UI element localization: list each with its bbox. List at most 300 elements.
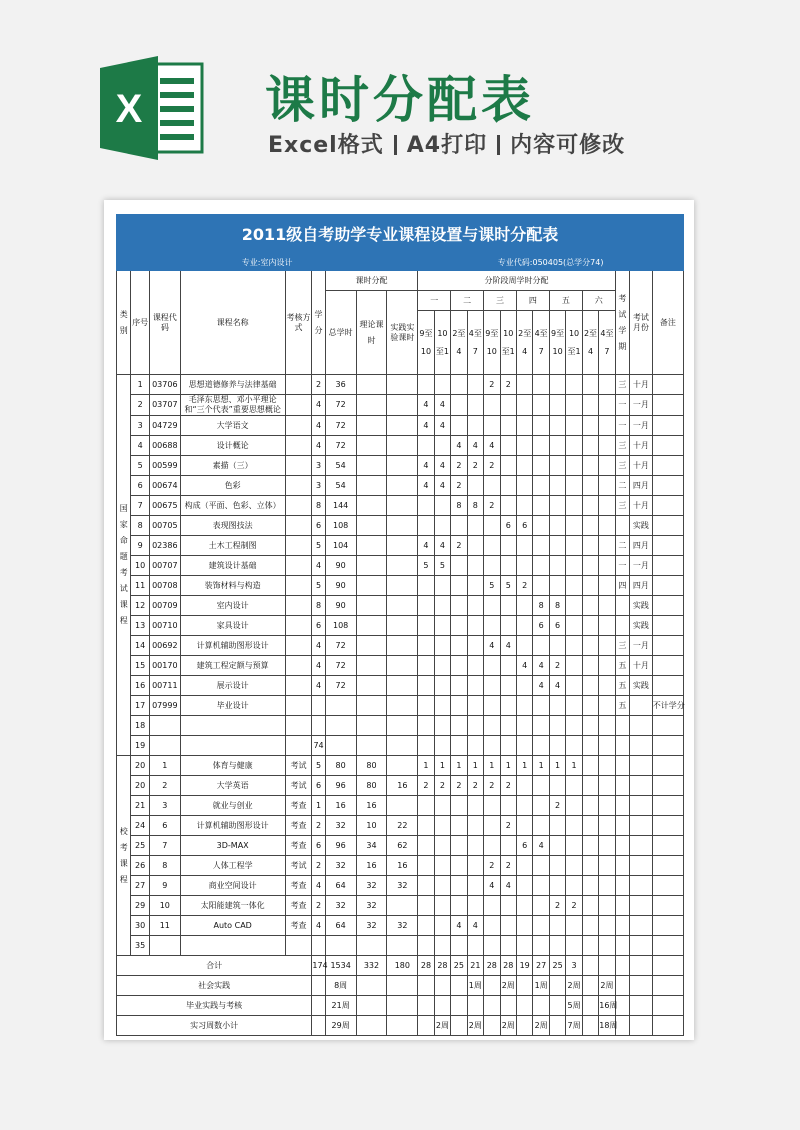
cell-week-9 bbox=[549, 436, 565, 456]
header-week: 10至1 bbox=[500, 311, 516, 375]
cell-exam-month: 十月 bbox=[630, 656, 653, 676]
cell-total-hours: 54 bbox=[325, 476, 356, 496]
cell-week-4 bbox=[467, 876, 483, 896]
cell-exam-month: 十月 bbox=[630, 375, 653, 395]
cell-week-9 bbox=[549, 856, 565, 876]
cell-course-code: 03707 bbox=[149, 395, 180, 416]
blank-cell bbox=[630, 1016, 653, 1036]
cell-course-name: 大学英语 bbox=[180, 776, 285, 796]
cell-week-7 bbox=[516, 416, 532, 436]
cell-credit: 5 bbox=[312, 756, 325, 776]
cell-week-8: 4 bbox=[533, 676, 549, 696]
cell-week-11 bbox=[582, 756, 598, 776]
total-label: 合计 bbox=[117, 956, 312, 976]
social-term-1 bbox=[434, 976, 450, 996]
cell-assess: 考查 bbox=[285, 876, 312, 896]
cell-exam-month: 四月 bbox=[630, 476, 653, 496]
header-week: 2至4 bbox=[516, 311, 532, 375]
excel-logo-icon bbox=[100, 56, 208, 160]
cell-week-5: 2 bbox=[484, 776, 500, 796]
cell-exam-month: 一月 bbox=[630, 636, 653, 656]
category-label: 校考课程 bbox=[117, 756, 131, 956]
cell-course-code: 7 bbox=[149, 836, 180, 856]
cell-seq: 9 bbox=[131, 536, 150, 556]
cell-theory-hours: 32 bbox=[356, 876, 387, 896]
cell-week-3 bbox=[451, 716, 467, 736]
cell-week-8 bbox=[533, 696, 549, 716]
cell-theory-hours bbox=[356, 656, 387, 676]
cell-exam-term: 二 bbox=[615, 476, 629, 496]
cell-total-hours bbox=[325, 936, 356, 956]
header-course-name: 课程名称 bbox=[180, 271, 285, 375]
cell-seq: 10 bbox=[131, 556, 150, 576]
cell-credit: 4 bbox=[312, 416, 325, 436]
cell-week-11 bbox=[582, 616, 598, 636]
cell-practice-hours bbox=[387, 436, 418, 456]
table-row bbox=[117, 896, 684, 916]
cell-assess bbox=[285, 676, 312, 696]
cell-week-1 bbox=[418, 656, 434, 676]
cell-week-3 bbox=[451, 816, 467, 836]
cell-week-8 bbox=[533, 496, 549, 516]
cell-week-6 bbox=[500, 536, 516, 556]
cell-week-8: 8 bbox=[533, 596, 549, 616]
cell-practice-hours bbox=[387, 416, 418, 436]
cell-course-name: 商业空间设计 bbox=[180, 876, 285, 896]
cell-course-name: 构成（平面、色彩、立体） bbox=[180, 496, 285, 516]
cell-week-4 bbox=[467, 896, 483, 916]
cell-week-5: 5 bbox=[484, 576, 500, 596]
blank-cell bbox=[516, 1016, 532, 1036]
cell-seq: 6 bbox=[131, 476, 150, 496]
cell-remark bbox=[652, 936, 683, 956]
cell-week-10 bbox=[566, 836, 582, 856]
cell-week-9 bbox=[549, 776, 565, 796]
cell-assess bbox=[285, 395, 312, 416]
cell-week-8 bbox=[533, 856, 549, 876]
cell-assess bbox=[285, 576, 312, 596]
cell-week-8 bbox=[533, 576, 549, 596]
cell-week-2 bbox=[434, 616, 450, 636]
cell-week-4 bbox=[467, 596, 483, 616]
cell-seq: 35 bbox=[131, 936, 150, 956]
cell-week-2 bbox=[434, 736, 450, 756]
cell-practice-hours bbox=[387, 736, 418, 756]
cell-week-8 bbox=[533, 916, 549, 936]
cell-credit: 1 bbox=[312, 796, 325, 816]
category-label: 国家命题考试课程 bbox=[117, 375, 131, 756]
cell-week-4 bbox=[467, 716, 483, 736]
cell-week-6 bbox=[500, 736, 516, 756]
cell-exam-term: 一 bbox=[615, 556, 629, 576]
cell-course-name: 太阳能建筑一体化 bbox=[180, 896, 285, 916]
cell-week-6: 2 bbox=[500, 776, 516, 796]
header-week: 9至10 bbox=[484, 311, 500, 375]
cell-exam-term: 三 bbox=[615, 456, 629, 476]
total-cell: 28 bbox=[500, 956, 516, 976]
cell-practice-hours bbox=[387, 896, 418, 916]
cell-week-8 bbox=[533, 476, 549, 496]
cell-remark bbox=[652, 656, 683, 676]
cell-practice-hours bbox=[387, 536, 418, 556]
cell-course-name: 表现图技法 bbox=[180, 516, 285, 536]
cell-week-6 bbox=[500, 936, 516, 956]
cell-week-9: 1 bbox=[549, 756, 565, 776]
cell-remark bbox=[652, 836, 683, 856]
cell-week-6 bbox=[500, 896, 516, 916]
cell-week-3 bbox=[451, 616, 467, 636]
cell-week-8 bbox=[533, 536, 549, 556]
cell-week-8 bbox=[533, 796, 549, 816]
header-exam-month: 考试月份 bbox=[630, 271, 653, 375]
cell-week-7 bbox=[516, 636, 532, 656]
cell-remark bbox=[652, 516, 683, 536]
cell-credit: 2 bbox=[312, 816, 325, 836]
cell-week-4 bbox=[467, 536, 483, 556]
cell-week-11 bbox=[582, 856, 598, 876]
cell-week-6 bbox=[500, 476, 516, 496]
cell-total-hours: 16 bbox=[325, 796, 356, 816]
cell-week-11 bbox=[582, 876, 598, 896]
blank-cell bbox=[418, 1016, 434, 1036]
cell-theory-hours: 16 bbox=[356, 796, 387, 816]
cell-week-12 bbox=[599, 516, 615, 536]
cell-week-12 bbox=[599, 656, 615, 676]
cell-week-10 bbox=[566, 736, 582, 756]
cell-week-1 bbox=[418, 576, 434, 596]
cell-credit: 3 bbox=[312, 476, 325, 496]
intern-term-3: 2周 bbox=[500, 1016, 516, 1036]
blank-cell bbox=[356, 996, 387, 1016]
cell-week-3: 2 bbox=[451, 776, 467, 796]
cell-practice-hours bbox=[387, 556, 418, 576]
total-cell: 174 bbox=[312, 956, 325, 976]
cell-theory-hours bbox=[356, 416, 387, 436]
table-row bbox=[117, 636, 684, 656]
cell-exam-term bbox=[615, 876, 629, 896]
cell-week-6 bbox=[500, 496, 516, 516]
cell-practice-hours bbox=[387, 616, 418, 636]
cell-week-2: 5 bbox=[434, 556, 450, 576]
cell-week-8: 6 bbox=[533, 616, 549, 636]
header-term: 二 bbox=[451, 291, 484, 311]
cell-course-name: 家具设计 bbox=[180, 616, 285, 636]
cell-week-6 bbox=[500, 916, 516, 936]
cell-week-4 bbox=[467, 395, 483, 416]
page-subtitle bbox=[268, 128, 625, 159]
social-label: 社会实践 bbox=[117, 976, 312, 996]
cell-week-11 bbox=[582, 456, 598, 476]
cell-exam-term: 一 bbox=[615, 395, 629, 416]
cell-week-11 bbox=[582, 836, 598, 856]
cell-week-2 bbox=[434, 916, 450, 936]
cell-total-hours bbox=[325, 696, 356, 716]
cell-week-4 bbox=[467, 516, 483, 536]
cell-week-11 bbox=[582, 896, 598, 916]
cell-practice-hours bbox=[387, 936, 418, 956]
cell-week-5 bbox=[484, 696, 500, 716]
cell-credit: 3 bbox=[312, 456, 325, 476]
cell-week-10 bbox=[566, 456, 582, 476]
cell-week-6 bbox=[500, 436, 516, 456]
grad-term-2 bbox=[467, 996, 483, 1016]
cell-week-6: 4 bbox=[500, 876, 516, 896]
cell-week-6: 5 bbox=[500, 576, 516, 596]
cell-week-2 bbox=[434, 576, 450, 596]
table-row bbox=[117, 936, 684, 956]
cell-week-12 bbox=[599, 896, 615, 916]
cell-assess bbox=[285, 456, 312, 476]
cell-theory-hours bbox=[356, 636, 387, 656]
cell-week-2 bbox=[434, 636, 450, 656]
cell-week-3 bbox=[451, 656, 467, 676]
cell-practice-hours bbox=[387, 456, 418, 476]
blank-cell bbox=[312, 1016, 325, 1036]
cell-course-name: Auto CAD bbox=[180, 916, 285, 936]
cell-week-1 bbox=[418, 375, 434, 395]
cell-exam-month: 一月 bbox=[630, 416, 653, 436]
cell-theory-hours bbox=[356, 616, 387, 636]
cell-week-12 bbox=[599, 796, 615, 816]
intern-total: 29周 bbox=[325, 1016, 356, 1036]
cell-week-9 bbox=[549, 696, 565, 716]
cell-exam-month: 十月 bbox=[630, 456, 653, 476]
blank-cell bbox=[516, 976, 532, 996]
cell-course-code: 00170 bbox=[149, 656, 180, 676]
total-cell bbox=[630, 956, 653, 976]
header-stage-group: 分阶段周学时分配 bbox=[418, 271, 615, 291]
cell-week-5 bbox=[484, 896, 500, 916]
major-name: 专业:室内设计 bbox=[117, 256, 418, 271]
cell-week-5 bbox=[484, 416, 500, 436]
cell-week-12 bbox=[599, 616, 615, 636]
grad-term-1 bbox=[434, 996, 450, 1016]
cell-week-3 bbox=[451, 796, 467, 816]
cell-week-3 bbox=[451, 556, 467, 576]
cell-week-6 bbox=[500, 416, 516, 436]
cell-week-7 bbox=[516, 456, 532, 476]
cell-week-1 bbox=[418, 836, 434, 856]
cell-week-8: 4 bbox=[533, 836, 549, 856]
cell-week-5 bbox=[484, 916, 500, 936]
cell-week-11 bbox=[582, 716, 598, 736]
cell-week-4: 1 bbox=[467, 756, 483, 776]
cell-practice-hours bbox=[387, 596, 418, 616]
cell-week-2 bbox=[434, 816, 450, 836]
cell-seq: 16 bbox=[131, 676, 150, 696]
cell-exam-month bbox=[630, 876, 653, 896]
cell-total-hours: 72 bbox=[325, 436, 356, 456]
cell-course-name: 体育与健康 bbox=[180, 756, 285, 776]
table-row bbox=[117, 836, 684, 856]
cell-week-9: 2 bbox=[549, 896, 565, 916]
cell-remark bbox=[652, 796, 683, 816]
header-course-code: 课程代码 bbox=[149, 271, 180, 375]
cell-week-8: 1 bbox=[533, 756, 549, 776]
cell-course-name: 毕业设计 bbox=[180, 696, 285, 716]
cell-week-11 bbox=[582, 636, 598, 656]
page-title: 课时分配表 bbox=[265, 71, 535, 129]
cell-total-hours: 72 bbox=[325, 395, 356, 416]
cell-week-10 bbox=[566, 516, 582, 536]
cell-credit: 5 bbox=[312, 536, 325, 556]
document-page bbox=[104, 200, 694, 1040]
cell-course-name: 建筑工程定额与预算 bbox=[180, 656, 285, 676]
cell-total-hours: 80 bbox=[325, 756, 356, 776]
cell-week-7 bbox=[516, 716, 532, 736]
cell-seq: 11 bbox=[131, 576, 150, 596]
cell-theory-hours bbox=[356, 576, 387, 596]
cell-week-12 bbox=[599, 375, 615, 395]
cell-seq: 20 bbox=[131, 776, 150, 796]
cell-exam-term bbox=[615, 796, 629, 816]
cell-practice-hours bbox=[387, 656, 418, 676]
cell-exam-term: 二 bbox=[615, 536, 629, 556]
cell-practice-hours bbox=[387, 796, 418, 816]
cell-week-11 bbox=[582, 776, 598, 796]
cell-exam-month bbox=[630, 856, 653, 876]
cell-week-4: 4 bbox=[467, 916, 483, 936]
cell-week-12 bbox=[599, 916, 615, 936]
cell-week-7: 4 bbox=[516, 656, 532, 676]
blank-cell bbox=[582, 976, 598, 996]
cell-week-11 bbox=[582, 416, 598, 436]
cell-course-code: 8 bbox=[149, 856, 180, 876]
blank-cell bbox=[356, 976, 387, 996]
cell-week-7: 1 bbox=[516, 756, 532, 776]
cell-week-1: 4 bbox=[418, 476, 434, 496]
cell-credit: 4 bbox=[312, 395, 325, 416]
cell-week-10: 1 bbox=[566, 756, 582, 776]
cell-week-4 bbox=[467, 636, 483, 656]
cell-week-9 bbox=[549, 636, 565, 656]
cell-remark bbox=[652, 676, 683, 696]
cell-week-7 bbox=[516, 936, 532, 956]
cell-week-7 bbox=[516, 916, 532, 936]
total-cell: 19 bbox=[516, 956, 532, 976]
cell-week-6: 2 bbox=[500, 816, 516, 836]
cell-week-2 bbox=[434, 656, 450, 676]
cell-total-hours bbox=[325, 736, 356, 756]
cell-total-hours: 32 bbox=[325, 896, 356, 916]
cell-week-11 bbox=[582, 476, 598, 496]
cell-seq: 24 bbox=[131, 816, 150, 836]
cell-week-1 bbox=[418, 436, 434, 456]
cell-week-1: 4 bbox=[418, 456, 434, 476]
cell-exam-term bbox=[615, 936, 629, 956]
cell-week-8 bbox=[533, 456, 549, 476]
cell-course-code: 00675 bbox=[149, 496, 180, 516]
cell-total-hours: 144 bbox=[325, 496, 356, 516]
cell-exam-month bbox=[630, 936, 653, 956]
table-row bbox=[117, 736, 684, 756]
cell-exam-term: 五 bbox=[615, 656, 629, 676]
cell-course-code: 9 bbox=[149, 876, 180, 896]
cell-week-9: 2 bbox=[549, 656, 565, 676]
cell-seq: 27 bbox=[131, 876, 150, 896]
cell-week-12 bbox=[599, 836, 615, 856]
cell-week-10 bbox=[566, 936, 582, 956]
cell-week-12 bbox=[599, 596, 615, 616]
cell-week-12 bbox=[599, 576, 615, 596]
header-week: 10至1 bbox=[566, 311, 582, 375]
blank-cell bbox=[451, 996, 467, 1016]
header-week: 2至4 bbox=[451, 311, 467, 375]
blank-cell bbox=[484, 976, 500, 996]
cell-week-4 bbox=[467, 375, 483, 395]
cell-week-3 bbox=[451, 836, 467, 856]
header-hours-group: 课时分配 bbox=[325, 271, 418, 291]
cell-week-6: 4 bbox=[500, 636, 516, 656]
cell-assess bbox=[285, 616, 312, 636]
cell-week-12 bbox=[599, 636, 615, 656]
cell-course-code: 00709 bbox=[149, 596, 180, 616]
header-credit: 学分 bbox=[312, 271, 325, 375]
cell-week-9 bbox=[549, 476, 565, 496]
table-row bbox=[117, 416, 684, 436]
cell-exam-month bbox=[630, 796, 653, 816]
cell-exam-term: 三 bbox=[615, 375, 629, 395]
cell-credit: 2 bbox=[312, 856, 325, 876]
cell-week-4 bbox=[467, 476, 483, 496]
cell-week-1 bbox=[418, 896, 434, 916]
table-row bbox=[117, 756, 684, 776]
cell-week-4 bbox=[467, 816, 483, 836]
social-term-5: 2周 bbox=[566, 976, 582, 996]
cell-practice-hours bbox=[387, 516, 418, 536]
cell-week-11 bbox=[582, 436, 598, 456]
cell-week-10 bbox=[566, 576, 582, 596]
cell-week-6 bbox=[500, 616, 516, 636]
cell-week-1 bbox=[418, 696, 434, 716]
cell-week-2 bbox=[434, 516, 450, 536]
cell-assess bbox=[285, 536, 312, 556]
cell-seq: 15 bbox=[131, 656, 150, 676]
header-term: 四 bbox=[516, 291, 549, 311]
total-cell: 3 bbox=[566, 956, 582, 976]
cell-week-9: 4 bbox=[549, 676, 565, 696]
cell-week-7 bbox=[516, 776, 532, 796]
cell-week-3: 2 bbox=[451, 456, 467, 476]
cell-week-5 bbox=[484, 716, 500, 736]
cell-assess bbox=[285, 736, 312, 756]
cell-exam-month: 实践 bbox=[630, 676, 653, 696]
table-row bbox=[117, 596, 684, 616]
cell-week-8 bbox=[533, 716, 549, 736]
cell-week-11 bbox=[582, 496, 598, 516]
cell-theory-hours bbox=[356, 436, 387, 456]
cell-week-10 bbox=[566, 476, 582, 496]
cell-week-7: 6 bbox=[516, 516, 532, 536]
cell-course-name: 装饰材料与构造 bbox=[180, 576, 285, 596]
cell-week-10 bbox=[566, 696, 582, 716]
cell-week-11 bbox=[582, 816, 598, 836]
cell-week-1: 1 bbox=[418, 756, 434, 776]
cell-week-6: 1 bbox=[500, 756, 516, 776]
cell-week-11 bbox=[582, 796, 598, 816]
cell-week-4: 8 bbox=[467, 496, 483, 516]
cell-remark bbox=[652, 756, 683, 776]
intern-term-2: 2周 bbox=[467, 1016, 483, 1036]
cell-week-12 bbox=[599, 395, 615, 416]
cell-assess: 考查 bbox=[285, 836, 312, 856]
cell-course-code bbox=[149, 716, 180, 736]
cell-week-1 bbox=[418, 876, 434, 896]
cell-week-8 bbox=[533, 516, 549, 536]
table-row bbox=[117, 916, 684, 936]
cell-week-9 bbox=[549, 516, 565, 536]
cell-exam-term bbox=[615, 716, 629, 736]
